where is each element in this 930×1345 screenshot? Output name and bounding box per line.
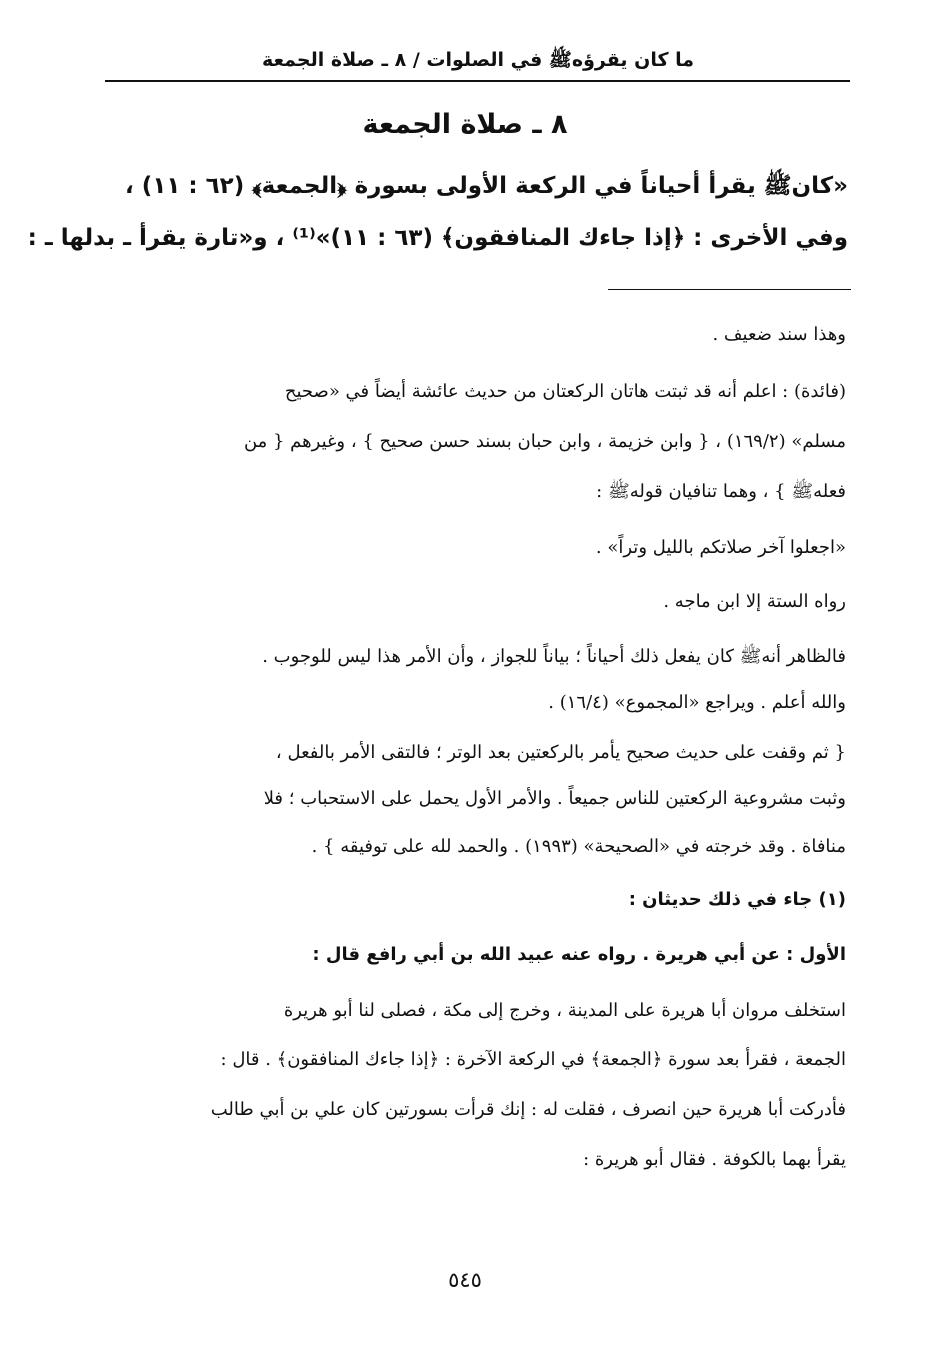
footnote-line: (فائدة) : اعلم أنه قد ثبتت هاتان الركعتان من حديث عائشة أيضاً في «صحيح (284, 381, 846, 402)
footnote-line: وهذا سند ضعيف . (712, 324, 846, 345)
footnote-line: فالظاهر أنهﷺ كان يفعل ذلك أحياناً ؛ بياناً للجواز ، وأن الأمر هذا ليس للوجوب . (262, 646, 846, 667)
header-rule (105, 80, 850, 82)
footnote-line: فعلهﷺ } ، وهما تنافيان قولهﷺ : (596, 481, 846, 502)
footnote-line: فأدركت أبا هريرة حين انصرف ، فقلت له : إنك قرأت بسورتين كان علي بن أبي طالب (210, 1099, 846, 1120)
footnote-line: يقرأ بهما بالكوفة . فقال أبو هريرة : (583, 1149, 846, 1170)
footnote-line: وثبت مشروعية الركعتين للناس جميعاً . والأمر الأول يحمل على الاستحباب ؛ فلا (263, 788, 846, 809)
footnote-line: (١) جاء في ذلك حديثان : (628, 889, 846, 910)
footnote-line: استخلف مروان أبا هريرة على المدينة ، وخرج إلى مكة ، فصلى لنا أبو هريرة (283, 1000, 846, 1021)
footnote-line: منافاة . وقد خرجته في «الصحيحة» (١٩٩٣) . والحمد لله على توفيقه } . (311, 836, 846, 857)
footnote-line: الأول : عن أبي هريرة . رواه عنه عبيد الله بن أبي رافع قال : (312, 944, 846, 965)
chapter-title: ٨ ـ صلاة الجمعة (362, 109, 568, 140)
page-number: ٥٤٥ (448, 1268, 482, 1292)
footnote-line: رواه الستة إلا ابن ماجه . (663, 591, 846, 612)
footnote-separator (608, 289, 851, 290)
footnote-line: الجمعة ، فقرأ بعد سورة ﴿الجمعة﴾ في الركعة الآخرة : ﴿إذا جاءك المنافقون﴾ . قال : (220, 1049, 846, 1070)
main-text-line: وفي الأخرى : ﴿إذا جاءك المنافقون﴾ (٦٣ : ١١)»⁽¹⁾ ، و«تارة يقرأ ـ بدلها ـ : (27, 225, 848, 251)
footnote-line: «اجعلوا آخر صلاتكم بالليل وتراً» . (595, 537, 846, 558)
footnote-line: والله أعلم . ويراجع «المجموع» (١٦/٤) . (548, 692, 846, 713)
footnote-line: { ثم وقفت على حديث صحيح يأمر بالركعتين بعد الوتر ؛ فالتقى الأمر بالفعل ، (275, 742, 846, 763)
running-header: ما كان يقرؤهﷺ في الصلوات / ٨ ـ صلاة الجمعة (261, 49, 695, 71)
main-text-line: «كانﷺ يقرأ أحياناً في الركعة الأولى بسورة ﴿الجمعة﴾ (٦٢ : ١١) ، (125, 173, 848, 199)
footnote-line: مسلم» (١٦٩/٢) ، { وابن خزيمة ، وابن حبان بسند حسن صحيح } ، وغيرهم { من (243, 431, 846, 452)
